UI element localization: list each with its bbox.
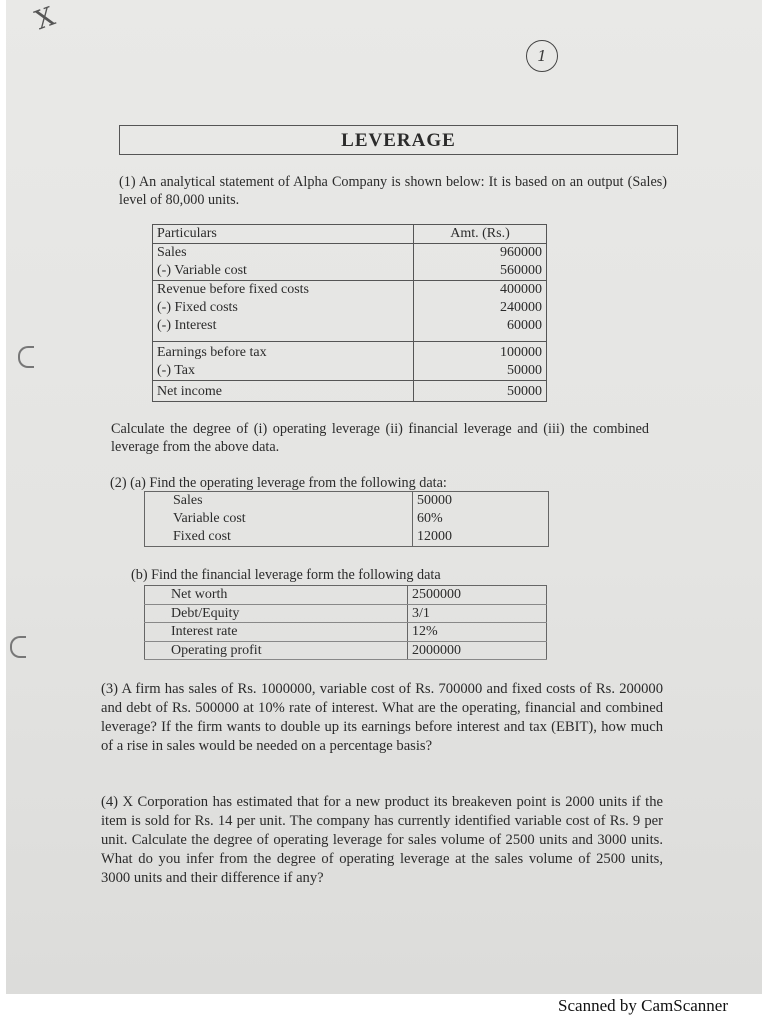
q1-intro: (1) An analytical statement of Alpha Company is shown below: It is based on an output (Sales) level of 80,000 units. — [119, 174, 667, 208]
table-row — [145, 492, 549, 511]
row-value: 2500000 — [408, 586, 547, 605]
page-title: LEVERAGE — [341, 130, 456, 151]
row-amount: 50000 — [414, 381, 547, 402]
row-label: Sales — [153, 244, 414, 263]
scanner-footer: Scanned by CamScanner — [558, 996, 728, 1015]
row-amount: 400000 — [414, 281, 547, 300]
scanned-page — [6, 0, 762, 994]
row-amount: 60000 — [414, 317, 547, 342]
table-row — [145, 528, 549, 547]
row-value: 60% — [413, 510, 549, 528]
page-number-mark: 1 — [526, 40, 558, 72]
table-row — [153, 299, 547, 317]
row-label: (-) Fixed costs — [153, 299, 414, 317]
corner-pen-mark: X — [31, 1, 60, 37]
header-particulars: Particulars — [153, 225, 414, 244]
row-label: Fixed cost — [145, 528, 413, 547]
row-label: Net income — [153, 381, 414, 402]
binder-hole-mark — [18, 346, 34, 368]
q2a-label: (2) (a) Find the operating leverage from the following data: — [110, 475, 447, 491]
table-row — [153, 281, 547, 300]
q2b-label: (b) Find the financial leverage form the following data — [131, 567, 441, 583]
row-value: 3/1 — [408, 604, 547, 623]
q1-question: Calculate the degree of (i) operating leverage (ii) financial leverage and (iii) the combined leverage from the above data. — [111, 421, 649, 455]
table-row — [145, 604, 547, 623]
row-label: Interest rate — [145, 623, 408, 642]
table-row — [145, 510, 549, 528]
q4-text: (4) X Corporation has estimated that for a new product its breakeven point is 2000 units if the item is sold for Rs. 14 per unit. The company has currently identified variable cost of Rs. 9 per unit. Calculate the degree of operating leverage for sales volume of 2500 units and 3000 units. What do you infer from the degree of operating leverage at the sales volume of 2500 units, 3000 units and their difference if any? — [101, 794, 663, 886]
row-amount: 240000 — [414, 299, 547, 317]
table-row — [153, 362, 547, 381]
q3-text: (3) A firm has sales of Rs. 1000000, variable cost of Rs. 700000 and fixed costs of Rs. 200000 and debt of Rs. 500000 at 10% rate of interest. What are the operating, financial and combined leverage? If the firm wants to double up its earnings before interest and tax (EBIT), how much of a rise in sales would be needed on a percentage basis? — [101, 681, 663, 754]
q2b-table — [144, 585, 547, 660]
row-value: 12000 — [413, 528, 549, 547]
row-label: Earnings before tax — [153, 342, 414, 363]
table-row — [145, 641, 547, 660]
table-row — [145, 586, 547, 605]
row-label: Debt/Equity — [145, 604, 408, 623]
row-amount: 50000 — [414, 362, 547, 381]
table-row — [153, 317, 547, 342]
row-label: (-) Interest — [153, 317, 414, 342]
table-row — [153, 342, 547, 363]
row-amount: 960000 — [414, 244, 547, 263]
row-value: 50000 — [413, 492, 549, 511]
q2a-table — [144, 491, 549, 547]
row-label: Revenue before fixed costs — [153, 281, 414, 300]
table-row — [153, 262, 547, 281]
table-row — [153, 244, 547, 263]
table-row — [145, 623, 547, 642]
binder-hole-mark — [10, 636, 26, 658]
q1-table — [152, 224, 547, 402]
header-amount: Amt. (Rs.) — [414, 225, 547, 244]
table-header-row — [153, 225, 547, 244]
row-label: (-) Tax — [153, 362, 414, 381]
row-label: Variable cost — [145, 510, 413, 528]
row-label: (-) Variable cost — [153, 262, 414, 281]
row-label: Sales — [145, 492, 413, 511]
row-label: Net worth — [145, 586, 408, 605]
title-box — [119, 125, 678, 155]
row-value: 12% — [408, 623, 547, 642]
row-label: Operating profit — [145, 641, 408, 660]
row-amount: 100000 — [414, 342, 547, 363]
table-row — [153, 381, 547, 402]
row-amount: 560000 — [414, 262, 547, 281]
row-value: 2000000 — [408, 641, 547, 660]
